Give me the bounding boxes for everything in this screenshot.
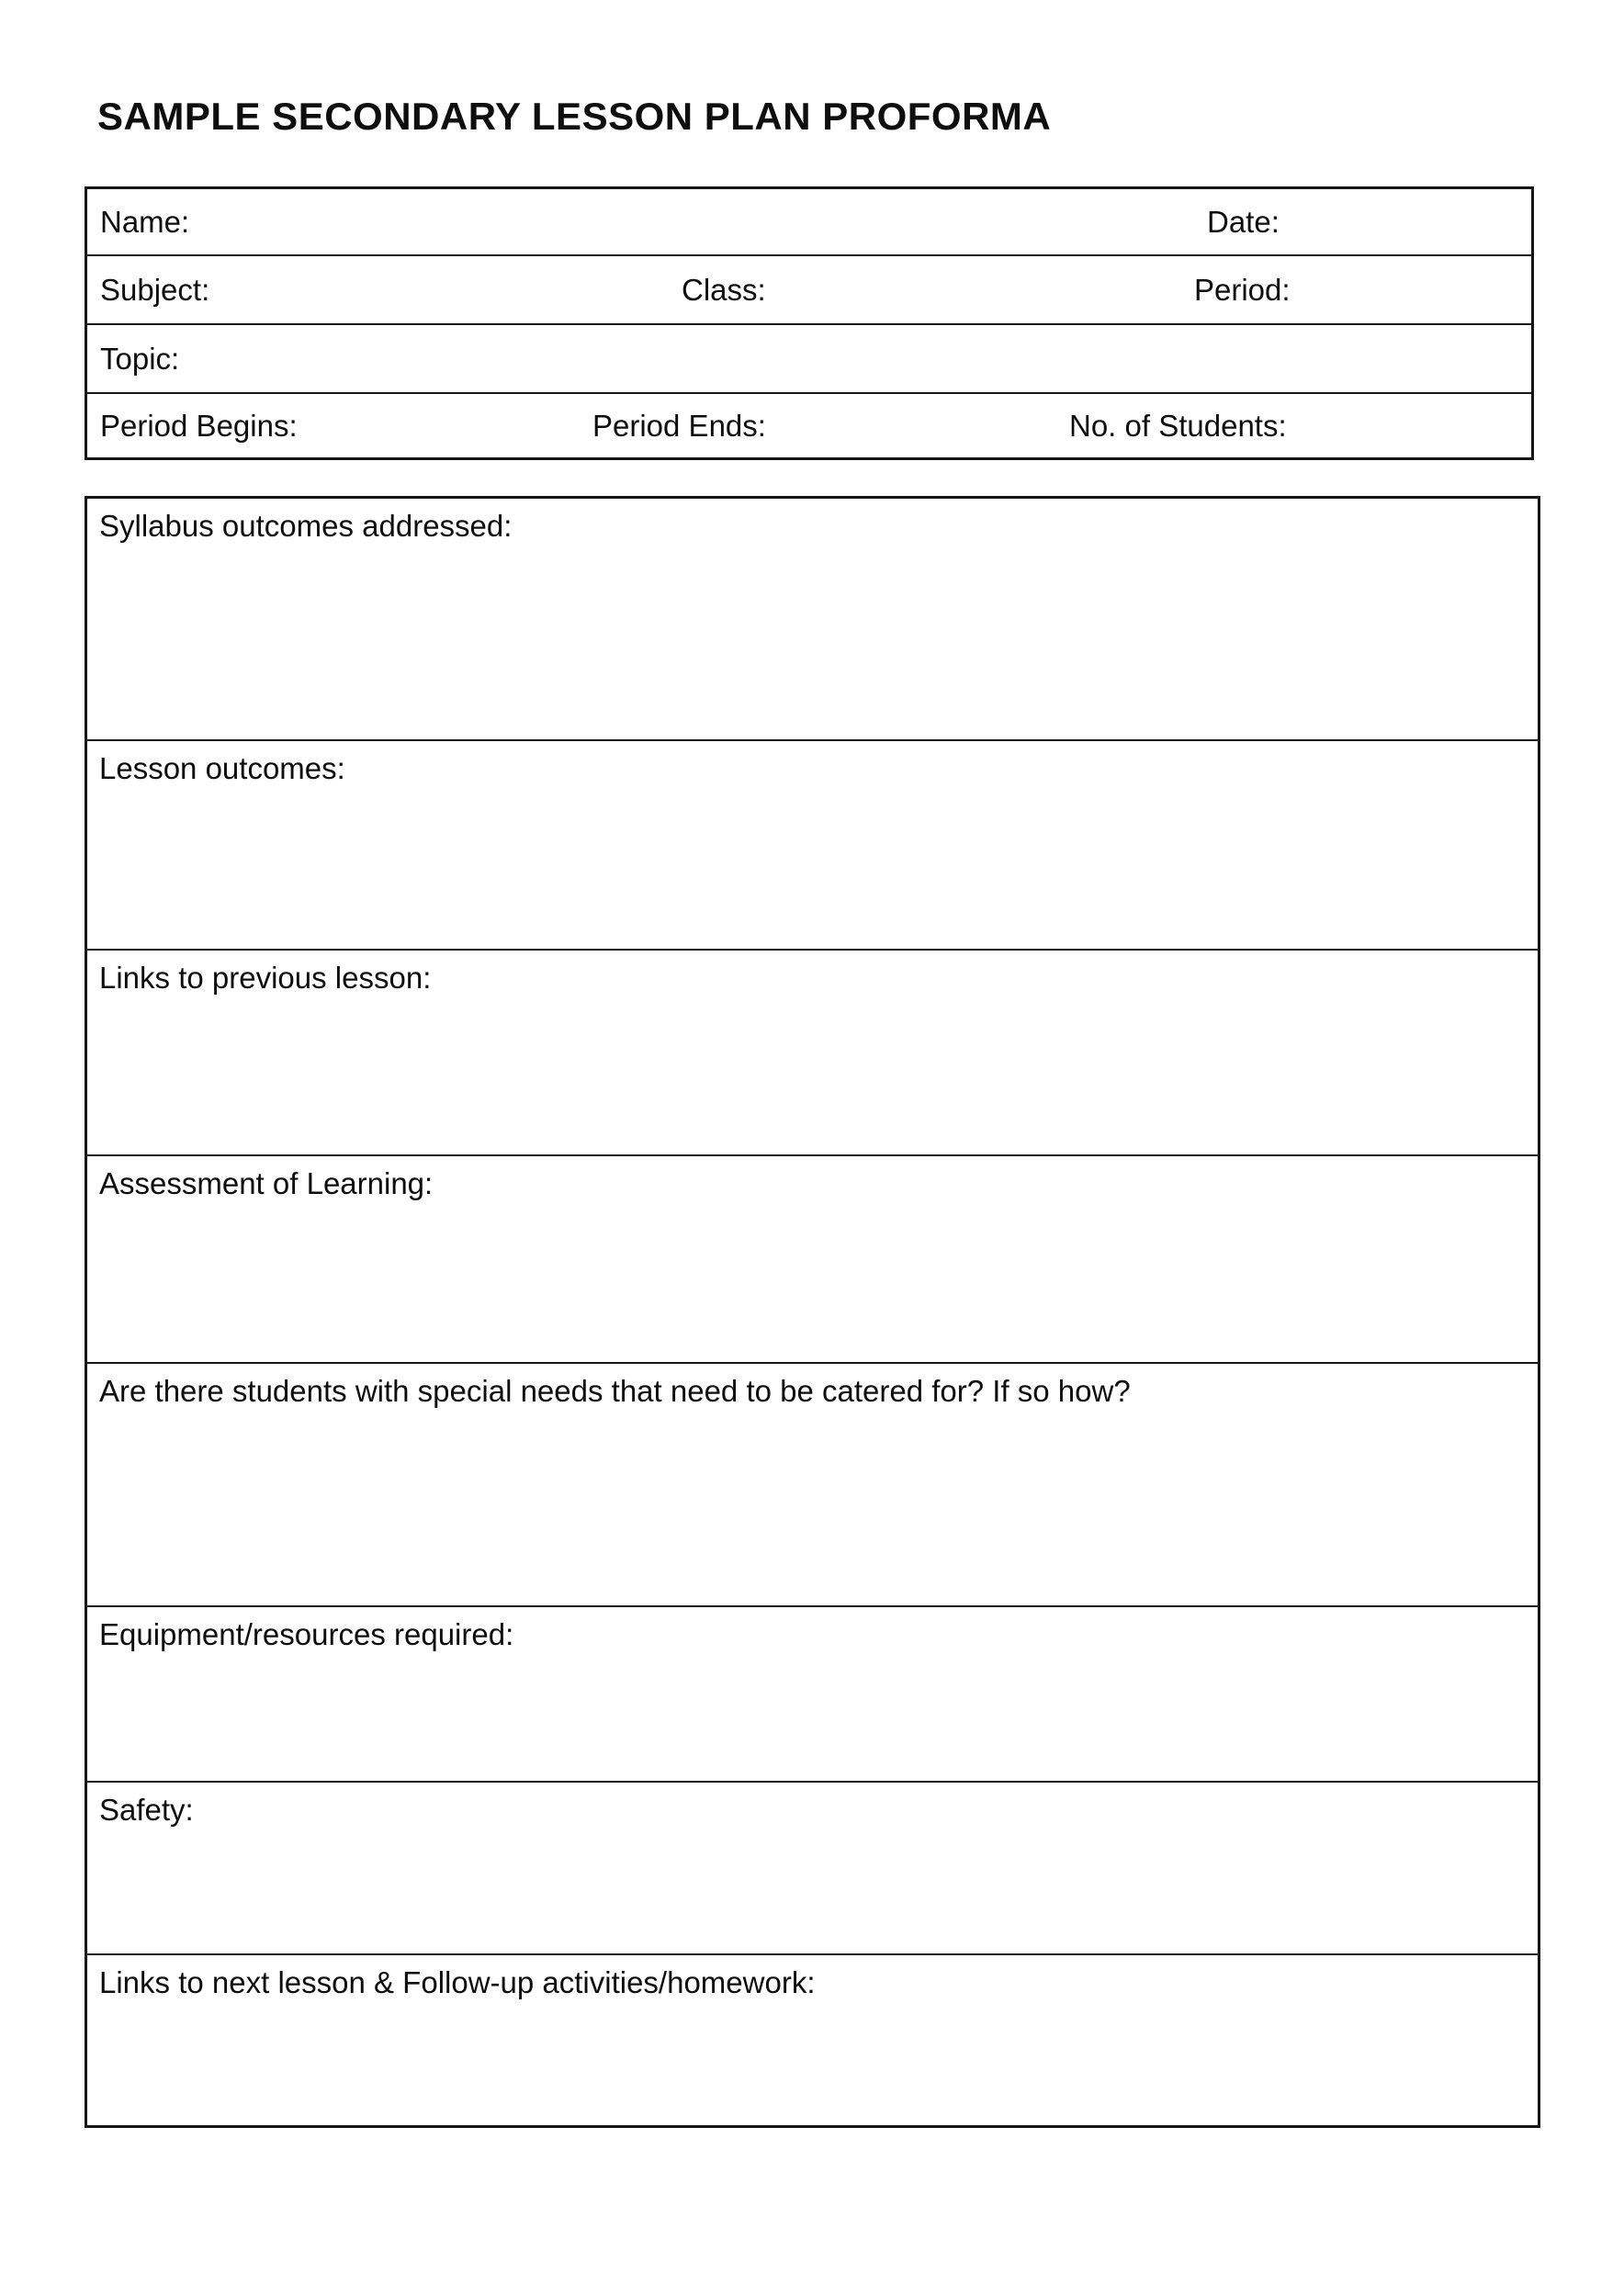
date-label: Date: (1207, 204, 1280, 239)
section-links-previous-lesson (87, 949, 1538, 1154)
period-begins-label: Period Begins: (100, 408, 298, 443)
class-label: Class: (682, 272, 766, 307)
section-label: Links to previous lesson: (99, 961, 432, 995)
section-label: Safety: (99, 1793, 194, 1827)
section-label: Links to next lesson & Follow-up activities/homework: (99, 1965, 816, 1999)
section-equipment-resources (87, 1605, 1538, 1781)
header-row-subject-class-period (87, 254, 1531, 323)
no-of-students-label: No. of Students: (1069, 408, 1287, 443)
header-table (85, 186, 1534, 460)
section-lesson-outcomes (87, 739, 1538, 949)
header-row-periods-students (87, 392, 1531, 457)
header-row-name-date (87, 189, 1531, 254)
section-label: Syllabus outcomes addressed: (99, 509, 513, 543)
header-row-topic (87, 323, 1531, 392)
section-label: Are there students with special needs that need to be catered for? If so how? (99, 1374, 1131, 1408)
section-label: Lesson outcomes: (99, 751, 345, 785)
section-links-next-lesson (87, 1953, 1538, 2125)
section-label: Assessment of Learning: (99, 1166, 434, 1200)
period-ends-label: Period Ends: (592, 408, 766, 443)
section-syllabus-outcomes (87, 499, 1538, 739)
section-assessment-of-learning (87, 1154, 1538, 1362)
period-label: Period: (1194, 272, 1291, 307)
page-title: SAMPLE SECONDARY LESSON PLAN PROFORMA (97, 95, 1052, 138)
subject-label: Subject: (100, 272, 210, 307)
section-special-needs (87, 1362, 1538, 1605)
section-label: Equipment/resources required: (99, 1617, 514, 1651)
name-label: Name: (100, 204, 190, 239)
section-safety (87, 1781, 1538, 1953)
topic-label: Topic: (100, 341, 180, 376)
sections-table (85, 496, 1540, 2128)
